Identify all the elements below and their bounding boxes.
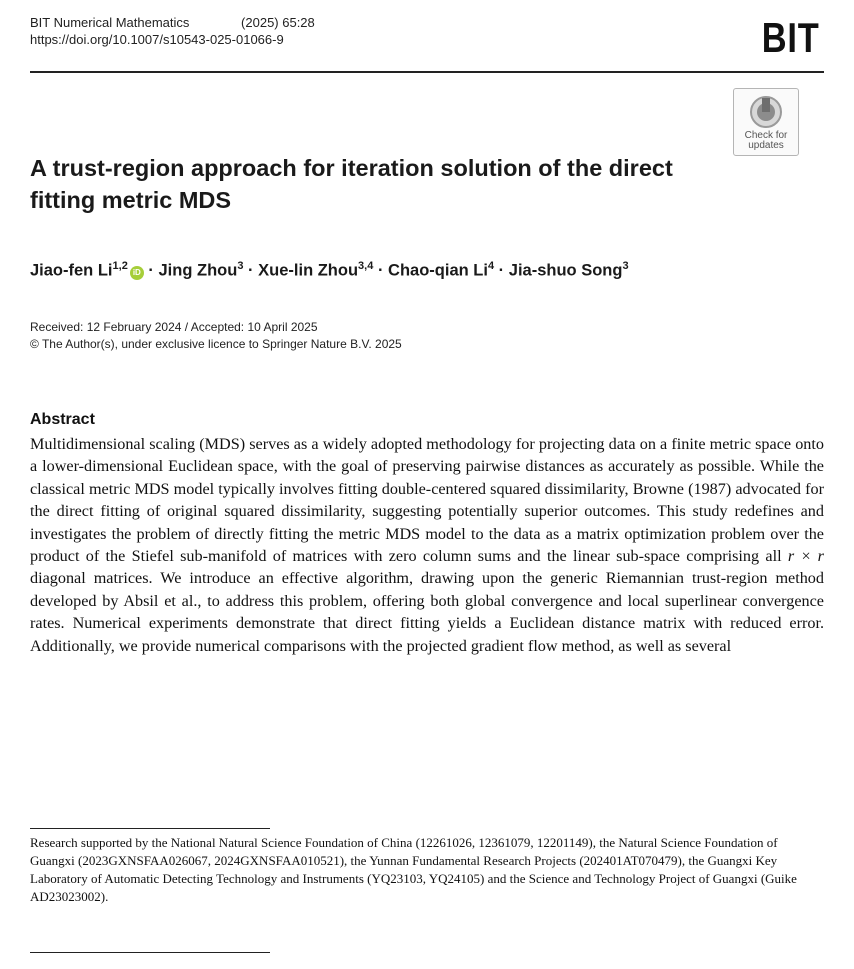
author-list xyxy=(30,260,629,281)
abstract-text-part1: Multidimensional scaling (MDS) serves as a widely adopted methodology for projecting data on a finite metric space onto a lower-dimensional Euclidean space, with the goal of preserving pairwise distances as accurately as possible. While the classical metric MDS model typically involves fitting double-centered squared dissimilarity, Browne (1987) advocated for the direct fitting of original squared dissimilarity, suggesting potentially superior outcomes. This study redefines and investigates the problem of directly fitting the metric MDS model to the data as a matrix optimization problem over the product of the Stiefel sub-manifold of matrices with zero column sums and the linear sub-space comprising all xyxy=(30,435,824,566)
paper-title: A trust-region approach for iteration solution of the direct fitting metric MDS xyxy=(30,155,673,213)
author-separator: · xyxy=(248,261,254,280)
orcid-icon[interactable]: iD xyxy=(130,266,144,280)
check-for-updates-badge[interactable] xyxy=(733,88,799,156)
author-name: Xue-lin Zhou xyxy=(258,261,359,280)
doi-link[interactable]: https://doi.org/10.1007/s10543-025-01066-9 xyxy=(30,32,284,47)
abstract-text-part2: diagonal matrices. We introduce an effective algorithm, drawing upon the generic Riemannian trust-region method developed by Absil et al., to address this problem, offering both global convergence and local superlinear convergence rates. Numerical experiments demonstrate that direct fitting yields a Euclidean distance matrix with reduced error. Additionally, we provide numerical comparisons with the projected gradient flow method, as well as several xyxy=(30,569,824,655)
header-divider xyxy=(30,71,824,73)
author-affiliation: 1,2 xyxy=(112,260,128,272)
abstract-body xyxy=(30,433,824,657)
author-separator: · xyxy=(498,261,505,280)
author-name: Jing Zhou xyxy=(158,261,238,280)
abstract-math-r-by-r: r × r xyxy=(787,547,824,566)
check-updates-line1: Check for xyxy=(744,130,788,141)
journal-header xyxy=(30,14,315,48)
journal-logo: BIT xyxy=(762,14,820,61)
check-updates-icon xyxy=(749,95,783,129)
journal-volume: (2025) 65:28 xyxy=(241,15,315,30)
check-updates-line2: updates xyxy=(748,140,784,151)
footnote-divider-lower xyxy=(30,952,270,953)
abstract-heading: Abstract xyxy=(30,411,95,428)
author-affiliation: 3,4 xyxy=(358,260,374,272)
copyright-line: © The Author(s), under exclusive licence to Springer Nature B.V. 2025 xyxy=(30,337,402,351)
journal-name: BIT Numerical Mathematics xyxy=(30,15,190,30)
author-affiliation: 3 xyxy=(237,260,244,272)
funding-footnote: Research supported by the National Natural Science Foundation of China (12261026, 12361079, 12201149), the Natural Science Foundation of Guangxi (2023GXNSFAA026067, 2024GXNSFAA010521), the Yunnan Fundamental Research Projects (202401AT070479), the Guangxi Key Laboratory of Automatic Detecting Technology and Instruments (YQ23103, YQ24105) and the Science and Technology Project of Guangxi (Guike AD23023002). xyxy=(30,835,797,904)
received-accepted: Received: 12 February 2024 / Accepted: 10 April 2025 xyxy=(30,320,318,334)
author-separator: · xyxy=(148,261,154,280)
author-separator: · xyxy=(377,261,384,280)
footnote-divider xyxy=(30,828,270,829)
author-name: Chao-qian Li xyxy=(388,261,488,280)
author-affiliation: 4 xyxy=(487,260,495,272)
author-affiliation: 3 xyxy=(622,260,629,272)
publication-dates xyxy=(30,319,402,353)
author-name: Jia-shuo Song xyxy=(508,261,623,280)
author-name: Jiao-fen Li xyxy=(30,261,113,280)
